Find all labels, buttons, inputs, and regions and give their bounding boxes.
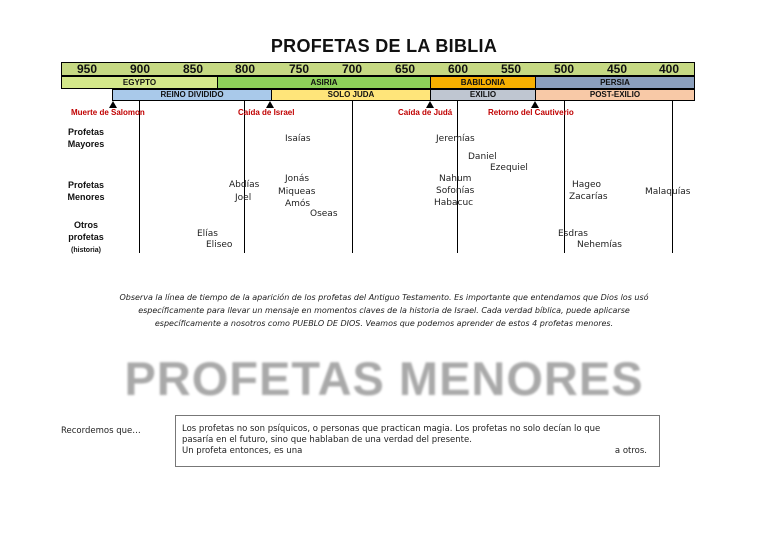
prophet-daniel: Daniel (468, 152, 497, 162)
prophet-elias: Elías (197, 229, 218, 239)
year-700: 700 (341, 62, 363, 76)
year-650: 650 (394, 62, 416, 76)
year-500: 500 (553, 62, 575, 76)
event-caida-juda: Caída de Judá (398, 108, 453, 117)
prophet-esdras: Esdras (558, 229, 588, 239)
prophet-ezequiel: Ezequiel (490, 163, 528, 173)
period-solo-juda: SOLO JUDA (271, 89, 431, 101)
timeline-line (139, 101, 140, 253)
prophet-malaquias: Malaquías (645, 187, 691, 197)
empire-asiria: ASIRIA (217, 76, 431, 89)
event-muerte-salomon: Muerte de Salomon (71, 108, 145, 117)
event-retorno-cautiverio: Retorno del Cautiverio (488, 108, 574, 117)
prophet-oseas: Oseas (310, 209, 338, 219)
note-line-1: Los profetas no son psíquicos, o personas que practican magia. Los profetas no solo decían lo que (182, 424, 601, 434)
timeline-line (672, 101, 673, 253)
event-marker-salomon (109, 101, 117, 108)
note-line-2: pasaría en el futuro, sino que hablaban de una verdad del presente. (182, 435, 472, 445)
period-reino-dividido: REINO DIVIDIDO (112, 89, 272, 101)
category-profetas-menores: Profetas Menores (67, 180, 105, 202)
page-title: PROFETAS DE LA BIBLIA (270, 36, 498, 56)
empire-babilonia: BABILONIA (430, 76, 536, 89)
years-row (61, 62, 695, 76)
prophet-abdias: Abdías (229, 180, 260, 190)
year-950: 950 (76, 62, 98, 76)
prophet-nahum: Nahum (439, 174, 472, 184)
recordemos-label: Recordemos que… (61, 426, 141, 436)
year-400: 400 (658, 62, 680, 76)
prophet-habacuc: Habacuc (434, 198, 474, 208)
observa-paragraph: Observa la línea de tiempo de la aparición de los profetas del Antiguo Testamento. Es importante que entendamos que Dios los usó específicamente para llevar un mensaje en momentos claves de la historia de Israel. Cada verdad bíblica, puede aplicarse específicamente a nosotros como PUEBLO DE DIOS. Veamos que podemos aprender de estos 4 profetas menores. (119, 293, 649, 328)
event-caida-israel: Caída de Israel (238, 108, 295, 117)
prophet-zacarias: Zacarías (569, 192, 608, 202)
timeline-line (352, 101, 353, 253)
empire-egypto: EGYPTO (61, 76, 218, 89)
prophet-eliseo: Eliseo (206, 240, 233, 250)
period-post-exilio: POST-EXILIO (535, 89, 695, 101)
section-heading: PROFETAS MENORES (124, 352, 644, 405)
event-marker-juda (426, 101, 434, 108)
note-line-3: Un profeta entonces, es una a otros. (182, 446, 647, 456)
prophet-miqueas: Miqueas (278, 187, 316, 197)
empire-persia: PERSIA (535, 76, 695, 89)
category-profetas-mayores: Profetas Mayores (67, 127, 105, 149)
timeline-line (244, 101, 245, 253)
note-box (175, 415, 660, 467)
prophet-isaias: Isaías (285, 134, 311, 144)
period-exilio: EXILIO (430, 89, 536, 101)
event-marker-retorno (531, 101, 539, 108)
prophet-hageo: Hageo (572, 180, 602, 190)
year-800: 800 (234, 62, 256, 76)
prophet-nehemias: Nehemías (577, 240, 622, 250)
year-550: 550 (500, 62, 522, 76)
year-850: 850 (182, 62, 204, 76)
prophet-jonas: Jonás (285, 174, 310, 184)
year-750: 750 (288, 62, 310, 76)
prophet-jeremias: Jeremías (436, 134, 475, 144)
prophet-sofonias: Sofonías (436, 186, 475, 196)
prophet-joel: Joel (235, 193, 252, 203)
year-450: 450 (606, 62, 628, 76)
event-marker-israel (266, 101, 274, 108)
prophet-amos: Amós (285, 199, 311, 209)
year-900: 900 (129, 62, 151, 76)
category-otros-profetas: Otros profetas (historia) (68, 220, 104, 254)
year-600: 600 (447, 62, 469, 76)
